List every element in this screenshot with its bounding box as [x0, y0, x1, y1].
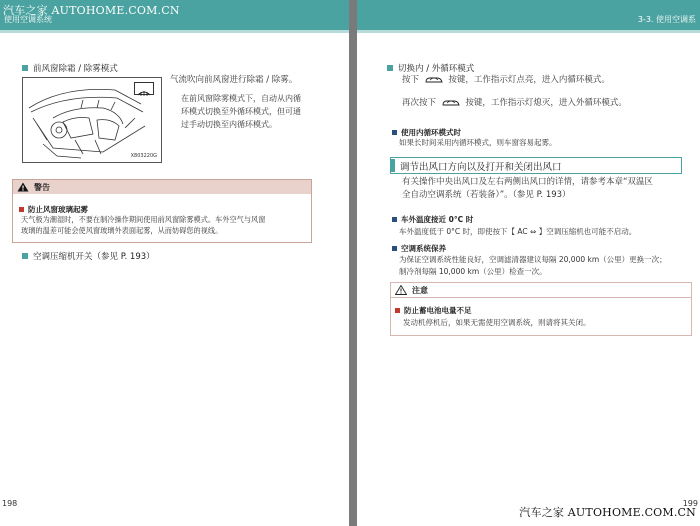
blue-square-bullet-icon [392, 217, 397, 222]
vent-text-line-1: 有关操作中央出风口及左右两侧出风口的详情，请参考本章“双温区 [402, 177, 653, 187]
recirc-line-2-post: 按键，工作指示灯熄灭，进入外循环模式。 [465, 98, 627, 108]
sub-temp-title-text: 车外温度接近 0°C 时 [401, 215, 474, 224]
right-page-number: 199 [682, 499, 698, 508]
recirculation-car-icon [424, 75, 444, 84]
sub-maint-title-text: 空调系统保养 [401, 244, 446, 253]
warning-triangle-icon [17, 182, 29, 192]
notice-title: 注意 [412, 285, 428, 295]
warning-line-2: 玻璃的温差可能会使风窗玻璃外表面起雾，从而妨碍您的视线。 [21, 226, 223, 235]
red-square-bullet-icon [19, 207, 24, 212]
heading-accent [391, 159, 395, 172]
vent-heading [390, 157, 682, 174]
notice-text: 发动机停机后，如果无需使用空调系统，则请将其关闭。 [403, 318, 591, 327]
vent-text-line-2: 全自动空调系统（若装备）”。（参见 P. 193） [402, 190, 571, 200]
recirc-line-1 [402, 74, 610, 87]
section-recirc-label: 切换内 / 外循环模式 [398, 64, 475, 74]
sub-recirc-title-text: 使用内循环模式时 [401, 128, 461, 137]
watermark-top: 汽车之家 AUTOHOME.COM.CN [3, 4, 180, 17]
warning-box [12, 179, 312, 243]
notice-header [391, 283, 691, 298]
recirculation-car-icon [441, 98, 461, 107]
square-bullet-icon [22, 253, 28, 259]
section-recirc-title [387, 62, 474, 74]
square-bullet-icon [22, 65, 28, 71]
right-header-bar [357, 0, 700, 30]
caution-triangle-icon [395, 285, 407, 295]
notice-subtitle [395, 305, 472, 316]
red-square-bullet-icon [395, 308, 400, 313]
defrost-detail-line-3: 过手动切换至内循环模式。 [181, 120, 277, 129]
warning-title: 警告 [34, 182, 50, 192]
left-header-title: 使用空调系统 [4, 15, 52, 24]
sub-maint-line-2: 制冷剂每隔 10,000 km（公里）检查一次。 [399, 267, 547, 276]
sub-recirc-text: 如果长时间采用内循环模式，则车窗容易起雾。 [399, 138, 557, 147]
recirc-line-2 [402, 97, 627, 110]
defrost-main-text: 气流吹向前风窗进行除霜 / 除雾。 [170, 75, 298, 85]
car-interior-figure [22, 77, 162, 163]
warning-header [13, 180, 311, 194]
section-compressor-label: 空调压缩机开关（参见 P. 193） [33, 252, 155, 262]
vent-heading-text: 调节出风口方向以及打开和关闭出风口 [400, 161, 562, 173]
sub-maint-line-1: 为保证空调系统性能良好，空调滤清器建议每隔 20,000 km（公里）更换一次； [399, 255, 667, 264]
blue-square-bullet-icon [392, 246, 397, 251]
defrost-detail-line-1: 在前风窗除雾模式下，自动从内循 [181, 94, 301, 103]
sub-temp-text: 车外温度低于 0°C 时，即使按下【 AC ⇔ 】空调压缩机也可能不启动。 [399, 227, 637, 236]
section-compressor-title [22, 250, 155, 262]
warning-line-1: 天气极为潮湿时，不要在制冷操作期间使用前风窗除雾模式。车外空气与风窗 [21, 215, 266, 224]
notice-subtitle-text: 防止蓄电池电量不足 [404, 306, 472, 315]
watermark-bottom: 汽车之家 AUTOHOME.COM.CN [519, 506, 696, 519]
left-page-number: 198 [2, 499, 18, 508]
recirc-line-1-pre: 按下 [402, 75, 420, 85]
warning-subtitle-text: 防止风窗玻璃起雾 [28, 205, 88, 214]
right-header-title: 3-3. 使用空调系 [637, 15, 696, 24]
sub-temp-title [392, 214, 473, 225]
section-defrost-title [22, 62, 118, 74]
figure-code: X803220G [130, 153, 157, 159]
section-defrost-label: 前风窗除霜 / 除雾模式 [33, 64, 118, 74]
blue-square-bullet-icon [392, 130, 397, 135]
left-header-rule [0, 30, 349, 33]
right-page [357, 0, 700, 526]
page-gutter [349, 0, 357, 526]
left-page [0, 0, 349, 526]
notice-box [390, 282, 692, 336]
defrost-detail-line-2: 环模式切换至外循环模式，但可通 [181, 107, 301, 116]
recirc-line-1-post: 按键，工作指示灯点亮，进入内循环模式。 [448, 75, 610, 85]
square-bullet-icon [387, 65, 393, 71]
recirc-line-2-pre: 再次按下 [402, 98, 437, 108]
defrost-button-icon [134, 82, 154, 95]
right-header-rule [357, 30, 700, 33]
